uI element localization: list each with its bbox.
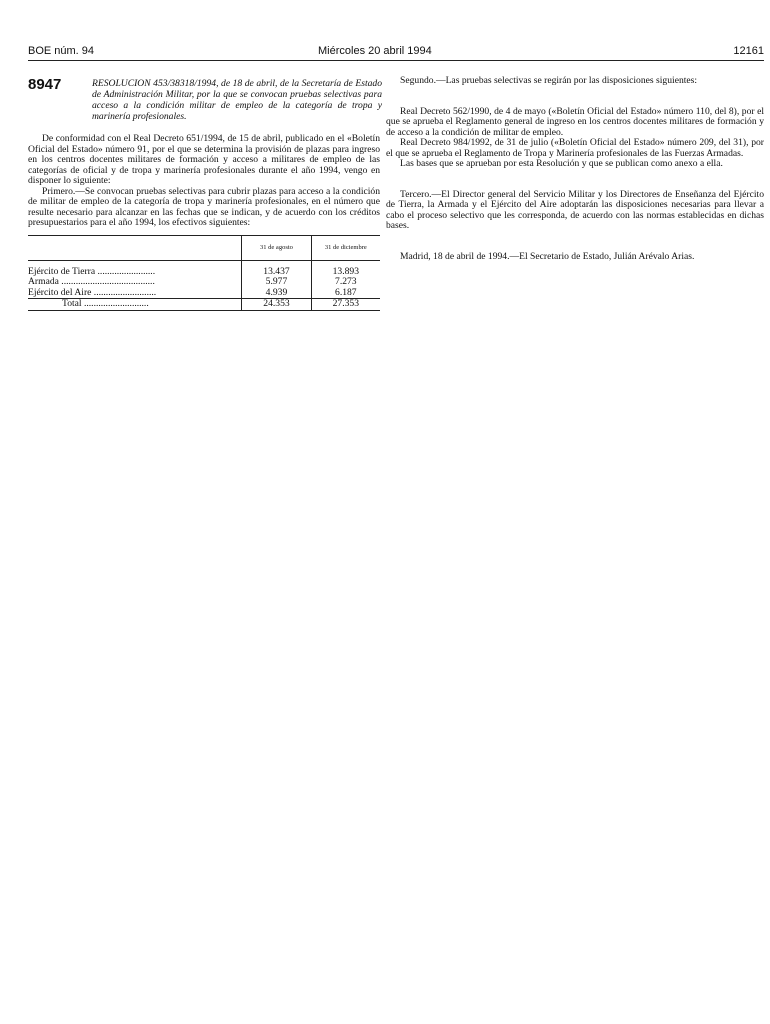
row-value: 5.977 [242,277,311,288]
right-column [386,76,764,262]
column-header-diciembre: 31 de diciembre [311,235,380,260]
row-label: Armada ....................................... [28,276,155,287]
resolution-title: RESOLUCION 453/38318/1994, de 18 de abril, de la Secretaría de Estado de Administración Militar, por la que se convocan pruebas selectivas para acceso a la condición militar de empleo de la categoría de tropa y marinería profesionales. [92,78,382,122]
paragraph-bases: Las bases que se aprueban por esta Resolución y que se publican como anexo a ella. [400,158,723,169]
column-header-agosto: 31 de agosto [242,235,311,260]
resolution-heading [28,76,380,134]
paragraph-rd-562: Real Decreto 562/1990, de 4 de mayo («Boletín Oficial del Estado» número 110, del 8), por el que se aprueba el Reglamento general de ingreso en los centros docentes militares de formación y de acceso a la condición de militar de empleo. [386,105,764,138]
row-value: 4.939 [242,288,311,299]
table-header-blank [28,235,242,260]
paragraph-primero: Primero.—Se convocan pruebas selectivas para cubrir plazas para acceso a la condición de militar de empleo de la categoría de tropa y marinería profesionales, en el número que resulte necesario para alcanzar en las fechas que se indican, y de acuerdo con los créditos presupuestarios para el año 1994, los efectivos siguientes: [28,185,380,228]
page-number: 12161 [733,45,764,57]
row-value: 13.437 [242,267,311,278]
row-label: Ejército del Aire .......................... [28,286,157,298]
page-header [28,45,764,61]
total-value: 27.353 [311,299,380,311]
paragraph-rd-984: Real Decreto 984/1992, de 31 de julio («Boletín Oficial del Estado» número 209, del 31), por el que se aprueba el Reglamento de Tropa y Marinería profesionales de las Fuerzas Armadas. [386,137,764,159]
table-row [28,277,380,288]
header-rule [28,60,764,61]
paragraph-signature: Madrid, 18 de abril de 1994.—El Secretario de Estado, Julián Arévalo Arias. [400,250,695,262]
paragraph-intro: De conformidad con el Real Decreto 651/1994, de 15 de abril, publicado en el «Boletín Oficial del Estado» número 91, por el que se determina la provisión de plazas para ingreso en los centros docentes militares de formación y acceso a militares de empleo de las categorías de oficial y de tropa y marinería profesionales durante el año 1994, vengo en disponer lo siguiente: [28,133,380,186]
row-value: 6.187 [311,288,380,299]
row-value: 13.893 [311,267,380,278]
total-value: 24.353 [242,299,311,311]
total-label: Total ........................... [28,299,242,311]
paragraph-segundo: Segundo.—Las pruebas selectivas se regirán por las disposiciones siguientes: [400,75,698,86]
plazas-table [28,235,380,311]
left-column [28,76,380,311]
table-header-row [28,235,380,260]
row-value: 7.273 [311,277,380,288]
row-label: Ejército de Tierra ........................ [28,265,156,277]
bulletin-number: BOE núm. 94 [28,45,95,57]
table-row [28,288,380,299]
table-total-row [28,299,380,311]
publication-date: Miércoles 20 abril 1994 [318,45,432,57]
paragraph-tercero: Tercero.—El Director general del Servicio Militar y los Directores de Enseñanza del Ejército de Tierra, la Armada y el Ejército del Aire adoptarán las disposiciones necesarias para llevar a cabo el proceso selectivo que les corresponda, de acuerdo con las normas establecidas en dichas bases. [386,188,764,231]
resolution-number: 8947 [28,76,62,93]
